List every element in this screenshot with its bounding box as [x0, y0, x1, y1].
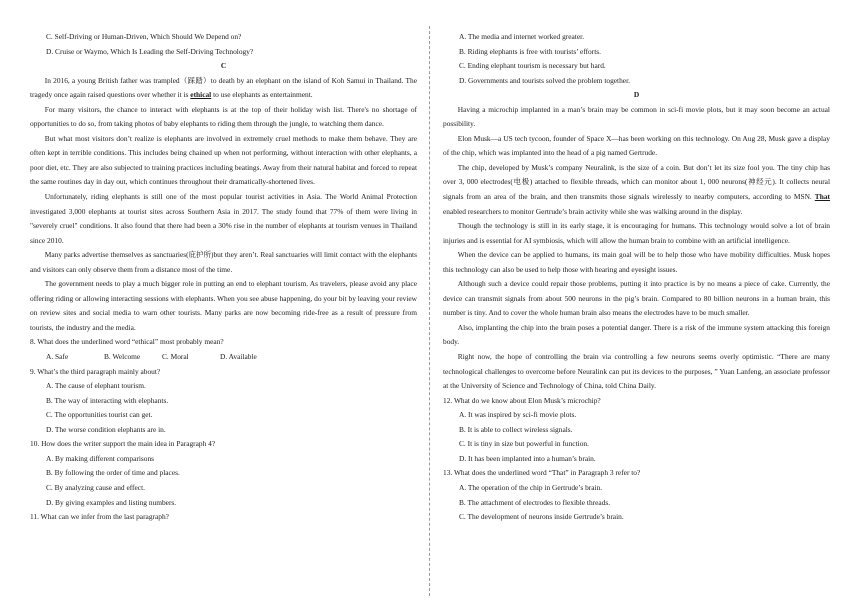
q11-option-b: B. Riding elephants is free with tourists’ efforts.: [459, 46, 601, 56]
q8-option-c: C. Moral: [162, 352, 189, 362]
question-11: 11. What can we infer from the last paragraph?: [30, 512, 169, 522]
q13-option-b: B. The attachment of electrodes to flexible threads.: [459, 497, 611, 507]
passage-c-paragraph-5: Many parks advertise themselves as sanctuaries(庇护所)but they aren’t. Real sanctuaries will limit contact with the elephants and visitors can only observe them from a distance most of the time.: [30, 250, 417, 274]
q10-option-b: B. By following the order of time and places.: [46, 468, 180, 478]
passage-c-paragraph-2: For many visitors, the chance to interact with elephants is at the top of their holiday wish list. There's no shortage of opportunities to do so, from taking photos of baby elephants to riding them through the jungle, to watching them dance.: [30, 104, 417, 129]
q13-option-c: C. The development of neurons inside Gertrude’s brain.: [459, 512, 624, 522]
q12-option-c: C. It is tiny in size but powerful in function.: [459, 439, 589, 449]
passage-d-paragraph-1: Having a microchip implanted in a man’s brain may be common in sci-fi movie plots, but it may soon become an actual possibility.: [443, 104, 830, 129]
q11-option-a: A. The media and internet worked greater.: [459, 32, 585, 41]
q13-option-a: A. The operation of the chip in Gertrude’s brain.: [459, 482, 603, 492]
section-heading-c: C: [220, 61, 227, 71]
passage-d-paragraph-5: When the device can be applied to humans, its main goal will be to help those who have mobility difficulties. Musk hopes this technology can also be used to help those with hearing and eyesight issues.: [443, 250, 830, 274]
q9-option-c: C. The opportunities tourist can get.: [46, 410, 153, 420]
q11-option-d: D. Governments and tourists solved the problem together.: [459, 75, 630, 85]
passage-d-paragraph-6: Although such a device could repair those problems, putting it into practice is by no means a piece of cake. Currently, the device can transmit signals from about 500 neurons in the pig’s brain. Compared to 80 billion neurons in a human brain, this number is tiny. And to cover the whole human brain also means the electrodes have to be much smaller.: [443, 279, 830, 318]
passage-d-paragraph-7: Also, implanting the chip into the brain poses a potential danger. There is a risk of the immune system attacking this foreign body.: [443, 322, 830, 347]
passage-c-paragraph-6: The government needs to play a much bigger role in putting an end to elephant tourism. As travelers, please avoid any place offering riding or allowing interacting sessions with elephants. When you see abuse happening, do your bit by leaving your review on review sites and social media to warn other tourists. Many parks are now becoming ride-free as a result of pressure from tourists, the industry and the media.: [30, 279, 417, 332]
q12-option-b: B. It is able to collect wireless signals.: [459, 424, 573, 434]
q8-option-d: D. Available: [220, 352, 257, 362]
question-9: 9. What’s the third paragraph mainly about?: [30, 366, 161, 376]
passage-d-paragraph-2: Elon Musk—a US tech tycoon, founder of Space X—has been working on this technology. On Aug 28, Musk gave a display of the chip, which was implanted into the head of a pig named Gertrude.: [443, 133, 830, 158]
q8-option-b: B. Welcome: [104, 352, 141, 362]
prev-option-d: D. Cruise or Waymo, Which Is Leading the Self-Driving Technology?: [46, 46, 254, 56]
underlined-word-ethical: ethical: [190, 90, 212, 100]
question-13: 13. What does the underlined word “That” in Paragraph 3 refer to?: [443, 468, 641, 478]
question-12: 12. What do we know about Elon Musk’s microchip?: [443, 395, 601, 405]
q12-option-a: A. It was inspired by sci-fi movie plots.: [459, 410, 577, 420]
passage-c-paragraph-4: Unfortunately, riding elephants is still one of the most popular tourist activities in Asia. The World Animal Protection investigated 3,000 elephants at tourist sites across Southern Asia in 2017. The study found that 77% of them were living in "severely cruel" conditions. It also found that there had been a 30% rise in the number of elephants at tourism venues in Thailand since 2010.: [30, 192, 417, 245]
q10-option-a: A. By making different comparisons: [46, 453, 155, 463]
section-heading-d: D: [633, 90, 640, 100]
left-column: [30, 30, 417, 525]
question-10: 10. How does the writer support the main idea in Paragraph 4?: [30, 439, 216, 449]
passage-d-paragraph-8: Right now, the hope of controlling the brain via controlling a few neurons seems overly optimistic. “There are many technological challenges to overcome before Neuralink can put its devices to the purposes, ” Yuan Lanfeng, an associate professor at the University of Science and Technology of China, told China Daily.: [443, 352, 830, 391]
passage-c-paragraph-3: But what most visitors don’t realize is elephants are involved in extremely cruel methods to make them behave. They are often kept in terrible conditions. This includes being chained up when not performing, without interaction with other elephants, a poor diet, etc. They are also subjected to training practices including beatings. Away from their natural habitat and forced to repeat the same routines day in day out, which continues throughout their dramatically-shortened lives.: [30, 133, 417, 187]
column-divider: [429, 26, 430, 596]
question-8-options: [30, 350, 417, 365]
q10-option-c: C. By analyzing cause and effect.: [46, 482, 145, 492]
q9-option-b: B. The way of interacting with elephants.: [46, 395, 169, 405]
underlined-word-that: That: [814, 192, 830, 202]
prev-option-c: C. Self-Driving or Human-Driven, Which Should We Depend on?: [46, 32, 242, 41]
q10-option-d: D. By giving examples and listing numbers.: [46, 497, 177, 507]
passage-d-paragraph-3: The chip, developed by Musk’s company Neuralink, is the size of a coin. But don’t let its size fool you. The tiny chip has over 3, 000 electrodes(电极) attached to flexible threads, which can monitor about 1, 000 neurons(神经元). It collects neural signals from an area of the brain, and then transmits those signals wirelessly to nearby computers, according to MSN. That enabled researchers to monitor Gertrude’s brain activity while she was walking around in the display.: [443, 162, 830, 216]
q12-option-d: D. It has been implanted into a human’s brain.: [459, 453, 596, 463]
q9-option-d: D. The worse condition elephants are in.: [46, 424, 166, 434]
right-column: [443, 30, 830, 525]
question-8: 8. What does the underlined word “ethical” most probably mean?: [30, 337, 224, 347]
q9-option-a: A. The cause of elephant tourism.: [46, 381, 146, 391]
passage-c-paragraph-1: In 2016, a young British father was trampled（踩踏）to death by an elephant on the island of Koh Samui in Thailand. The tragedy once again raised questions over whether it is ethical to use elephants as entertainment.: [30, 75, 417, 100]
passage-d-paragraph-4: Though the technology is still in its early stage, it is encouraging for humans. This technology would solve a lot of brain injuries and is essential for AI symbiosis, which will allow the human brain to combine with an artificial intelligence.: [443, 221, 830, 245]
q11-option-c: C. Ending elephant tourism is necessary but hard.: [459, 61, 606, 71]
q8-option-a: A. Safe: [46, 352, 69, 362]
